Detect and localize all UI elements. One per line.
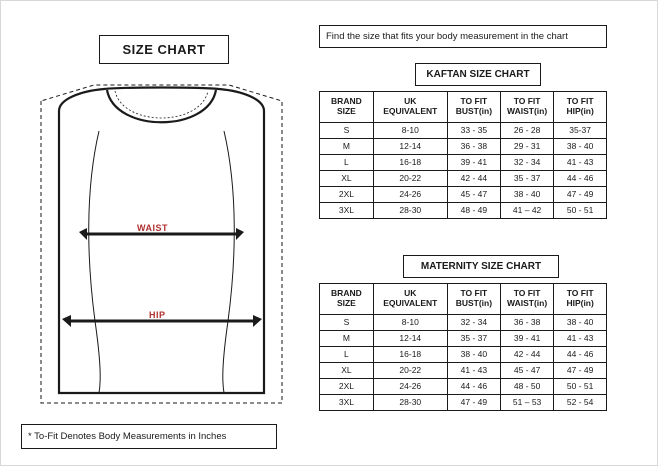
- cell-hip: 44 - 46: [554, 347, 607, 363]
- cell-uk: 20-22: [373, 363, 447, 379]
- cell-bust: 33 - 35: [447, 123, 500, 139]
- header-hip: [554, 92, 607, 123]
- cell-bust: 48 - 49: [447, 203, 500, 219]
- cell-uk: 8-10: [373, 315, 447, 331]
- cell-hip: 35-37: [554, 123, 607, 139]
- cell-bust: 39 - 41: [447, 155, 500, 171]
- table-header-row: [320, 92, 607, 123]
- garment-illustration-panel: [11, 13, 311, 455]
- header-line: UK: [404, 96, 417, 107]
- cell-hip: 41 - 43: [554, 331, 607, 347]
- cell-uk: 28-30: [373, 395, 447, 411]
- header-line: EQUIVALENT: [383, 298, 438, 308]
- cell-bust: 36 - 38: [447, 139, 500, 155]
- table-row: [320, 315, 607, 331]
- cell-bust: 35 - 37: [447, 331, 500, 347]
- cell-brand-size: S: [320, 123, 374, 139]
- kaftan-size-table: [319, 91, 607, 219]
- maternity-table-title: MATERNITY SIZE CHART: [403, 255, 559, 278]
- cell-bust: 38 - 40: [447, 347, 500, 363]
- cell-bust: 32 - 34: [447, 315, 500, 331]
- table-row: [320, 379, 607, 395]
- cell-waist: 45 - 47: [500, 363, 553, 379]
- header-hip: [554, 284, 607, 315]
- header-line: TO FIT: [460, 288, 488, 299]
- cell-bust: 44 - 46: [447, 379, 500, 395]
- cell-hip: 52 - 54: [554, 395, 607, 411]
- table-row: [320, 155, 607, 171]
- cell-hip: 38 - 40: [554, 315, 607, 331]
- header-line: WAIST(in): [507, 298, 548, 308]
- footnote: * To-Fit Denotes Body Measurements in Inches: [21, 424, 277, 449]
- header-line: BRAND: [331, 288, 362, 299]
- cell-hip: 38 - 40: [554, 139, 607, 155]
- cell-waist: 39 - 41: [500, 331, 553, 347]
- header-waist: [500, 92, 553, 123]
- header-uk-equivalent: [373, 284, 447, 315]
- table-row: [320, 395, 607, 411]
- cell-bust: 47 - 49: [447, 395, 500, 411]
- cell-waist: 32 - 34: [500, 155, 553, 171]
- header-line: BUST(in): [455, 298, 493, 308]
- cell-bust: 41 - 43: [447, 363, 500, 379]
- header-line: TO FIT: [566, 288, 594, 299]
- cell-brand-size: M: [320, 139, 374, 155]
- header-bust: [447, 92, 500, 123]
- cell-waist: 48 - 50: [500, 379, 553, 395]
- header-line: BUST(in): [455, 106, 493, 116]
- cell-hip: 50 - 51: [554, 203, 607, 219]
- cell-uk: 24-26: [373, 187, 447, 203]
- cell-brand-size: XL: [320, 363, 374, 379]
- cell-brand-size: XL: [320, 171, 374, 187]
- cell-hip: 44 - 46: [554, 171, 607, 187]
- cell-waist: 51 – 53: [500, 395, 553, 411]
- header-uk-equivalent: [373, 92, 447, 123]
- header-line: TO FIT: [513, 288, 541, 299]
- cell-waist: 35 - 37: [500, 171, 553, 187]
- waist-label: WAIST: [137, 223, 168, 233]
- header-line: TO FIT: [566, 96, 594, 107]
- header-line: EQUIVALENT: [383, 106, 438, 116]
- cell-uk: 16-18: [373, 155, 447, 171]
- cell-uk: 16-18: [373, 347, 447, 363]
- cell-brand-size: 3XL: [320, 395, 374, 411]
- header-line: HIP(in): [566, 106, 594, 116]
- header-line: SIZE: [336, 298, 356, 308]
- kaftan-drawing: [29, 71, 294, 411]
- cell-bust: 42 - 44: [447, 171, 500, 187]
- size-tables-panel: [319, 13, 649, 455]
- table-row: [320, 331, 607, 347]
- maternity-size-table: [319, 283, 607, 411]
- cell-hip: 41 - 43: [554, 155, 607, 171]
- cell-hip: 47 - 49: [554, 187, 607, 203]
- table-row: [320, 203, 607, 219]
- hip-label: HIP: [149, 310, 166, 320]
- table-row: [320, 139, 607, 155]
- table-row: [320, 171, 607, 187]
- cell-brand-size: 2XL: [320, 379, 374, 395]
- cell-waist: 38 - 40: [500, 187, 553, 203]
- cell-waist: 26 - 28: [500, 123, 553, 139]
- cell-uk: 28-30: [373, 203, 447, 219]
- cell-brand-size: 3XL: [320, 203, 374, 219]
- cell-waist: 42 - 44: [500, 347, 553, 363]
- page-title: SIZE CHART: [99, 35, 229, 64]
- cell-waist: 41 – 42: [500, 203, 553, 219]
- table-header-row: [320, 284, 607, 315]
- instruction-banner: Find the size that fits your body measurement in the chart: [319, 25, 607, 48]
- cell-waist: 36 - 38: [500, 315, 553, 331]
- cell-uk: 20-22: [373, 171, 447, 187]
- table-row: [320, 187, 607, 203]
- table-row: [320, 123, 607, 139]
- table-row: [320, 363, 607, 379]
- header-brand-size: [320, 92, 374, 123]
- header-line: HIP(in): [566, 298, 594, 308]
- cell-bust: 45 - 47: [447, 187, 500, 203]
- kaftan-table-title: KAFTAN SIZE CHART: [415, 63, 541, 86]
- cell-brand-size: L: [320, 347, 374, 363]
- cell-uk: 12-14: [373, 139, 447, 155]
- header-line: UK: [404, 288, 417, 299]
- header-brand-size: [320, 284, 374, 315]
- header-bust: [447, 284, 500, 315]
- cell-brand-size: S: [320, 315, 374, 331]
- cell-uk: 24-26: [373, 379, 447, 395]
- cell-brand-size: 2XL: [320, 187, 374, 203]
- cell-hip: 47 - 49: [554, 363, 607, 379]
- header-line: BRAND: [331, 96, 362, 107]
- header-line: TO FIT: [460, 96, 488, 107]
- cell-uk: 8-10: [373, 123, 447, 139]
- table-row: [320, 347, 607, 363]
- header-line: TO FIT: [513, 96, 541, 107]
- cell-uk: 12-14: [373, 331, 447, 347]
- header-line: SIZE: [336, 106, 356, 116]
- cell-hip: 50 - 51: [554, 379, 607, 395]
- header-line: WAIST(in): [507, 106, 548, 116]
- cell-brand-size: M: [320, 331, 374, 347]
- cell-brand-size: L: [320, 155, 374, 171]
- cell-waist: 29 - 31: [500, 139, 553, 155]
- header-waist: [500, 284, 553, 315]
